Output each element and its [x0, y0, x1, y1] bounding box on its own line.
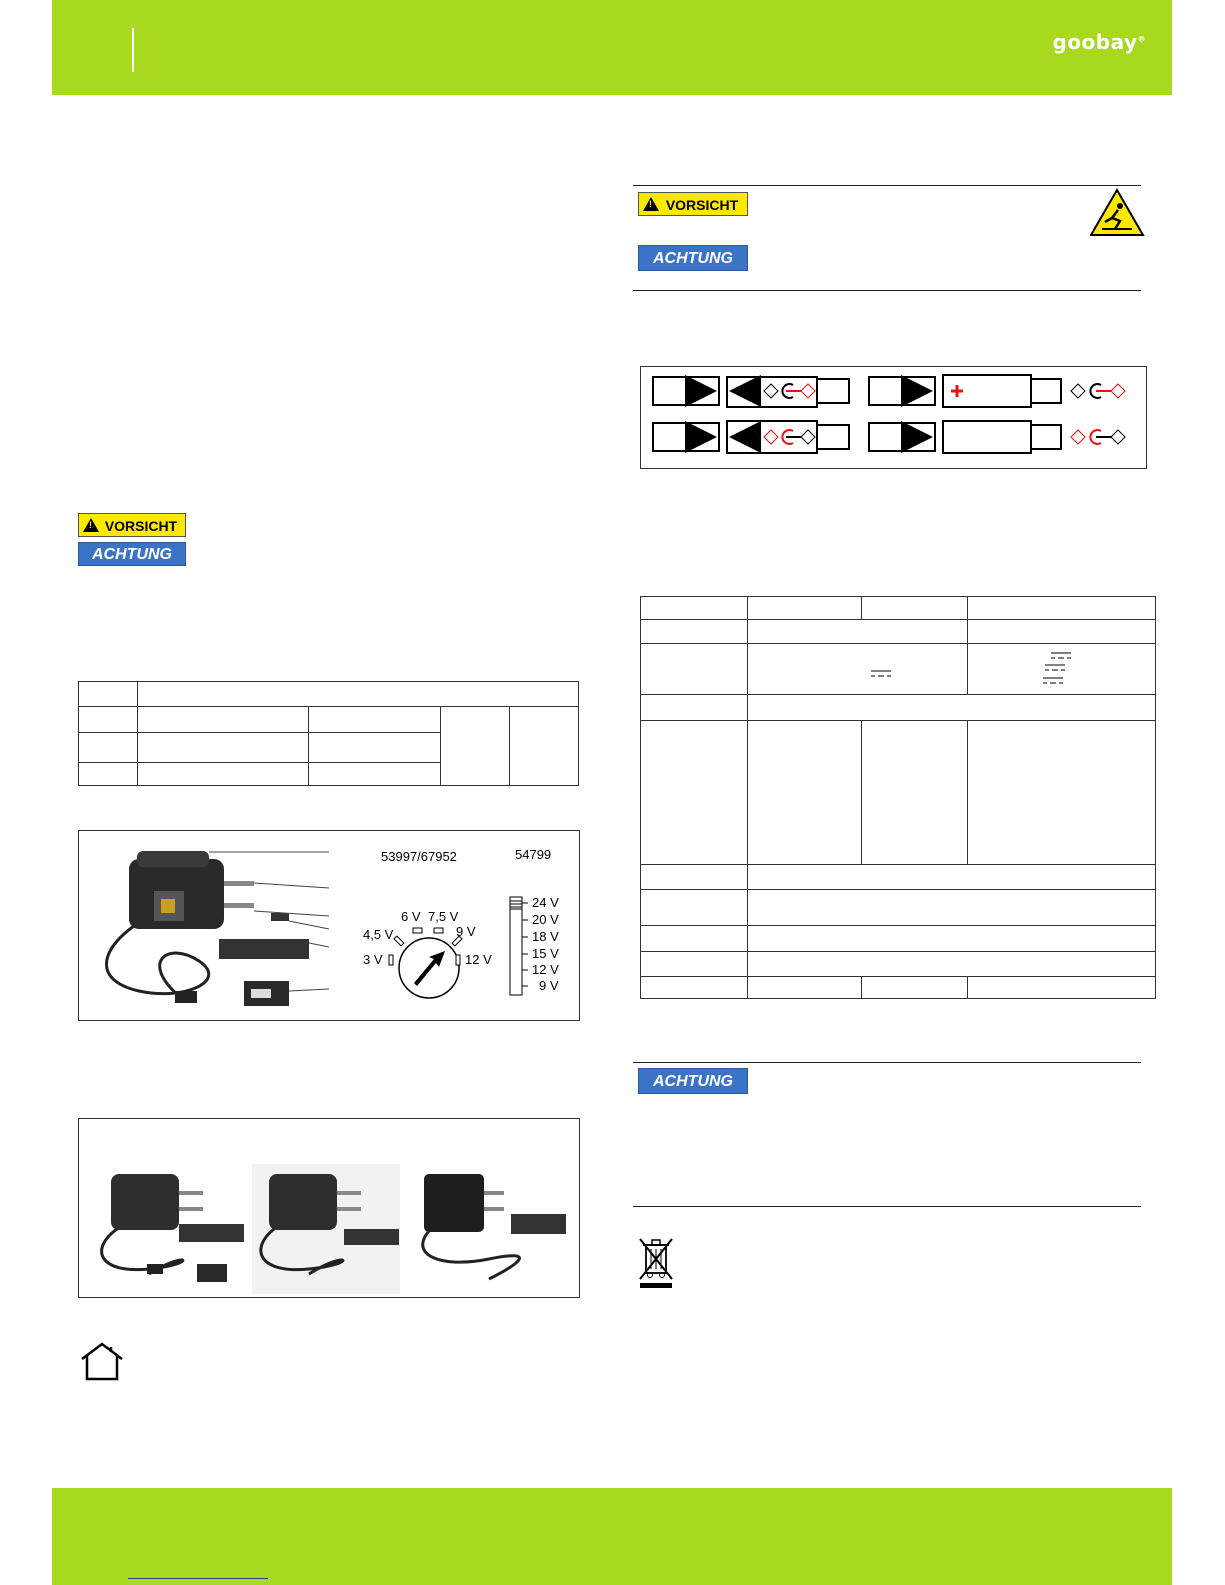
- vorsicht-sign-left: ! VORSICHT: [78, 513, 186, 537]
- table-cell: [748, 694, 1156, 720]
- footer-bar: [52, 1488, 1172, 1585]
- table-cell: [748, 597, 862, 620]
- table-cell: [138, 763, 309, 786]
- dial-label-4-5v: 4,5 V: [363, 927, 394, 942]
- dc-symbol-icon: [1050, 652, 1072, 660]
- table-cell: [862, 597, 968, 620]
- table-cell: [748, 620, 968, 644]
- table-cell: [79, 682, 138, 707]
- table-cell: [138, 682, 579, 707]
- specs-table: [640, 596, 1156, 999]
- slider-label-12v: 12 V: [532, 962, 559, 977]
- table-cell: [641, 620, 748, 644]
- table-cell: [79, 733, 138, 763]
- footer-link-underline: [128, 1578, 268, 1579]
- divider: [633, 1062, 1141, 1063]
- table-cell: [641, 889, 748, 925]
- trip-hazard-icon: [1090, 188, 1145, 238]
- table-cell: [748, 864, 1156, 889]
- achtung-sign-right-top: ACHTUNG: [638, 245, 748, 271]
- dial-label-6v: 6 V: [401, 909, 421, 924]
- dial-label-12v: 12 V: [465, 952, 492, 967]
- table-cell: [641, 926, 748, 952]
- header-bar: [52, 0, 1172, 95]
- warning-triangle-icon: [643, 197, 659, 211]
- divider: [633, 290, 1141, 291]
- model-number-b: 54799: [515, 847, 552, 862]
- model-number-a: 53997/67952: [381, 849, 457, 864]
- product-variants-illustration: [79, 1119, 579, 1297]
- table-cell: [641, 976, 748, 998]
- table-cell: [968, 644, 1156, 695]
- table-cell: [441, 707, 510, 786]
- table-cell: [748, 721, 862, 864]
- weee-disposal-icon: [638, 1237, 674, 1289]
- table-cell: [968, 620, 1156, 644]
- table-cell: [641, 952, 748, 976]
- table-cell: [748, 952, 1156, 976]
- table-cell: [138, 733, 309, 763]
- table-cell: [138, 707, 309, 733]
- table-cell: [309, 707, 441, 733]
- table-cell: [641, 597, 748, 620]
- product-photos: [78, 1118, 580, 1298]
- dc-symbol-icon: [870, 670, 892, 678]
- table-cell: [641, 644, 748, 695]
- brand-logo: goobay®: [1052, 30, 1146, 54]
- table-cell: [862, 976, 968, 998]
- table-cell: [79, 707, 138, 733]
- left-table: [78, 681, 579, 786]
- achtung-sign-right-bottom: ACHTUNG: [638, 1068, 748, 1094]
- table-cell: [968, 597, 1156, 620]
- polarity-illustration: [641, 367, 1146, 468]
- table-cell: [641, 721, 748, 864]
- slider-label-15v: 15 V: [532, 946, 559, 961]
- adapter-illustration: [79, 831, 579, 1020]
- slider-label-20v: 20 V: [532, 912, 559, 927]
- dc-symbol-icon: [1042, 677, 1064, 685]
- table-cell: [748, 644, 968, 695]
- header-divider: [132, 28, 134, 72]
- slider-label-24v: 24 V: [532, 895, 559, 910]
- table-cell: [309, 733, 441, 763]
- polarity-diagram: [640, 366, 1147, 469]
- table-cell: [510, 707, 579, 786]
- table-cell: [748, 976, 862, 998]
- dial-label-7-5v: 7,5 V: [428, 909, 459, 924]
- table-cell: [968, 721, 1156, 864]
- vorsicht-sign-right: ! VORSICHT: [638, 192, 748, 216]
- warning-triangle-icon: [83, 518, 99, 532]
- table-cell: [309, 763, 441, 786]
- dial-label-3v: 3 V: [363, 952, 383, 967]
- divider: [633, 1206, 1141, 1207]
- table-cell: [748, 926, 1156, 952]
- table-cell: [862, 721, 968, 864]
- slider-label-9v: 9 V: [539, 978, 559, 993]
- slider-label-18v: 18 V: [532, 929, 559, 944]
- achtung-sign-left: ACHTUNG: [78, 542, 186, 566]
- dc-symbol-icon: [1044, 664, 1066, 672]
- dial-label-9v: 9 V: [456, 924, 476, 939]
- table-cell: [748, 889, 1156, 925]
- product-diagram: [78, 830, 580, 1021]
- table-cell: [641, 864, 748, 889]
- home-indoor-icon: [79, 1341, 125, 1381]
- table-cell: [968, 976, 1156, 998]
- table-cell: [641, 694, 748, 720]
- table-cell: [79, 763, 138, 786]
- divider: [633, 185, 1141, 186]
